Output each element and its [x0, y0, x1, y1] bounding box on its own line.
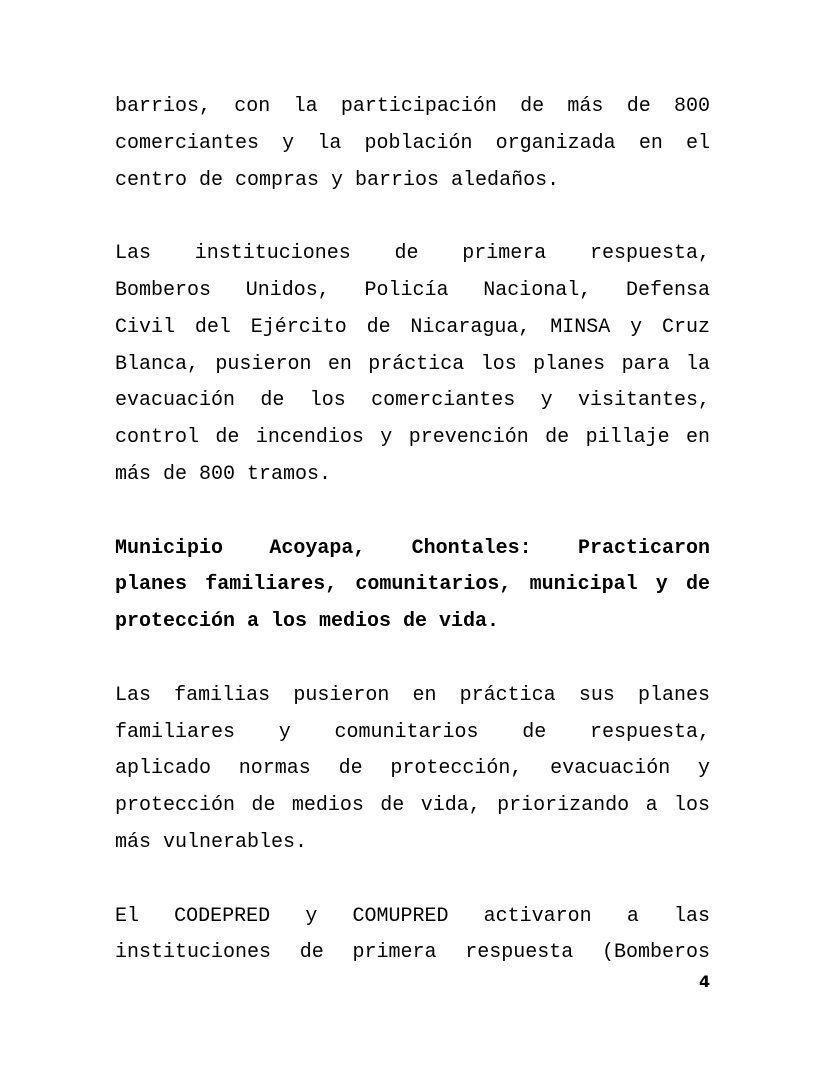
text-line: Civil del Ejército de Nicaragua, MINSA y Cruz: [115, 315, 710, 339]
text-line: más vulnerables.: [115, 830, 308, 854]
paragraph-codepred-comupred: [115, 899, 710, 973]
paragraph-spacer: [115, 641, 710, 678]
paragraph-spacer: [115, 199, 710, 236]
heading-line: Municipio Acoyapa, Chontales: Practicaron: [115, 536, 710, 560]
page-number: 4: [699, 972, 711, 991]
heading-line: protección a los medios de vida.: [115, 610, 500, 634]
text-line: instituciones de primera respuesta (Bomberos: [115, 941, 710, 965]
paragraph-commerce-participation: [115, 89, 710, 199]
text-line: evacuación de los comerciantes y visitantes,: [115, 389, 710, 413]
text-line: control de incendios y prevención de pillaje en: [115, 426, 710, 450]
text-line: Las familias pusieron en práctica sus planes: [115, 683, 710, 707]
text-line: protección de medios de vida, priorizando a los: [115, 794, 710, 818]
text-line: familiares y comunitarios de respuesta,: [115, 720, 710, 744]
text-line: comerciantes y la población organizada en el: [115, 131, 710, 155]
text-line: aplicado normas de protección, evacuación y: [115, 757, 710, 781]
text-line: barrios, con la participación de más de 800: [115, 95, 710, 118]
heading-line: planes familiares, comunitarios, municipal y de: [115, 573, 710, 597]
section-heading-acoyapa: [115, 531, 710, 641]
text-line: Blanca, pusieron en práctica los planes para la: [115, 352, 710, 376]
text-line: centro de compras y barrios aledaños.: [115, 168, 560, 192]
paragraph-spacer: [115, 494, 710, 531]
text-line: El CODEPRED y COMUPRED activaron a las: [115, 904, 710, 928]
text-line: Las instituciones de primera respuesta,: [115, 242, 710, 266]
text-line: Bomberos Unidos, Policía Nacional, Defensa: [115, 278, 710, 302]
paragraph-first-response-institutions: [115, 236, 710, 494]
paragraph-family-plans: [115, 678, 710, 862]
paragraph-spacer: [115, 862, 710, 899]
body-text: [115, 89, 710, 972]
text-line: más de 800 tramos.: [115, 462, 332, 486]
